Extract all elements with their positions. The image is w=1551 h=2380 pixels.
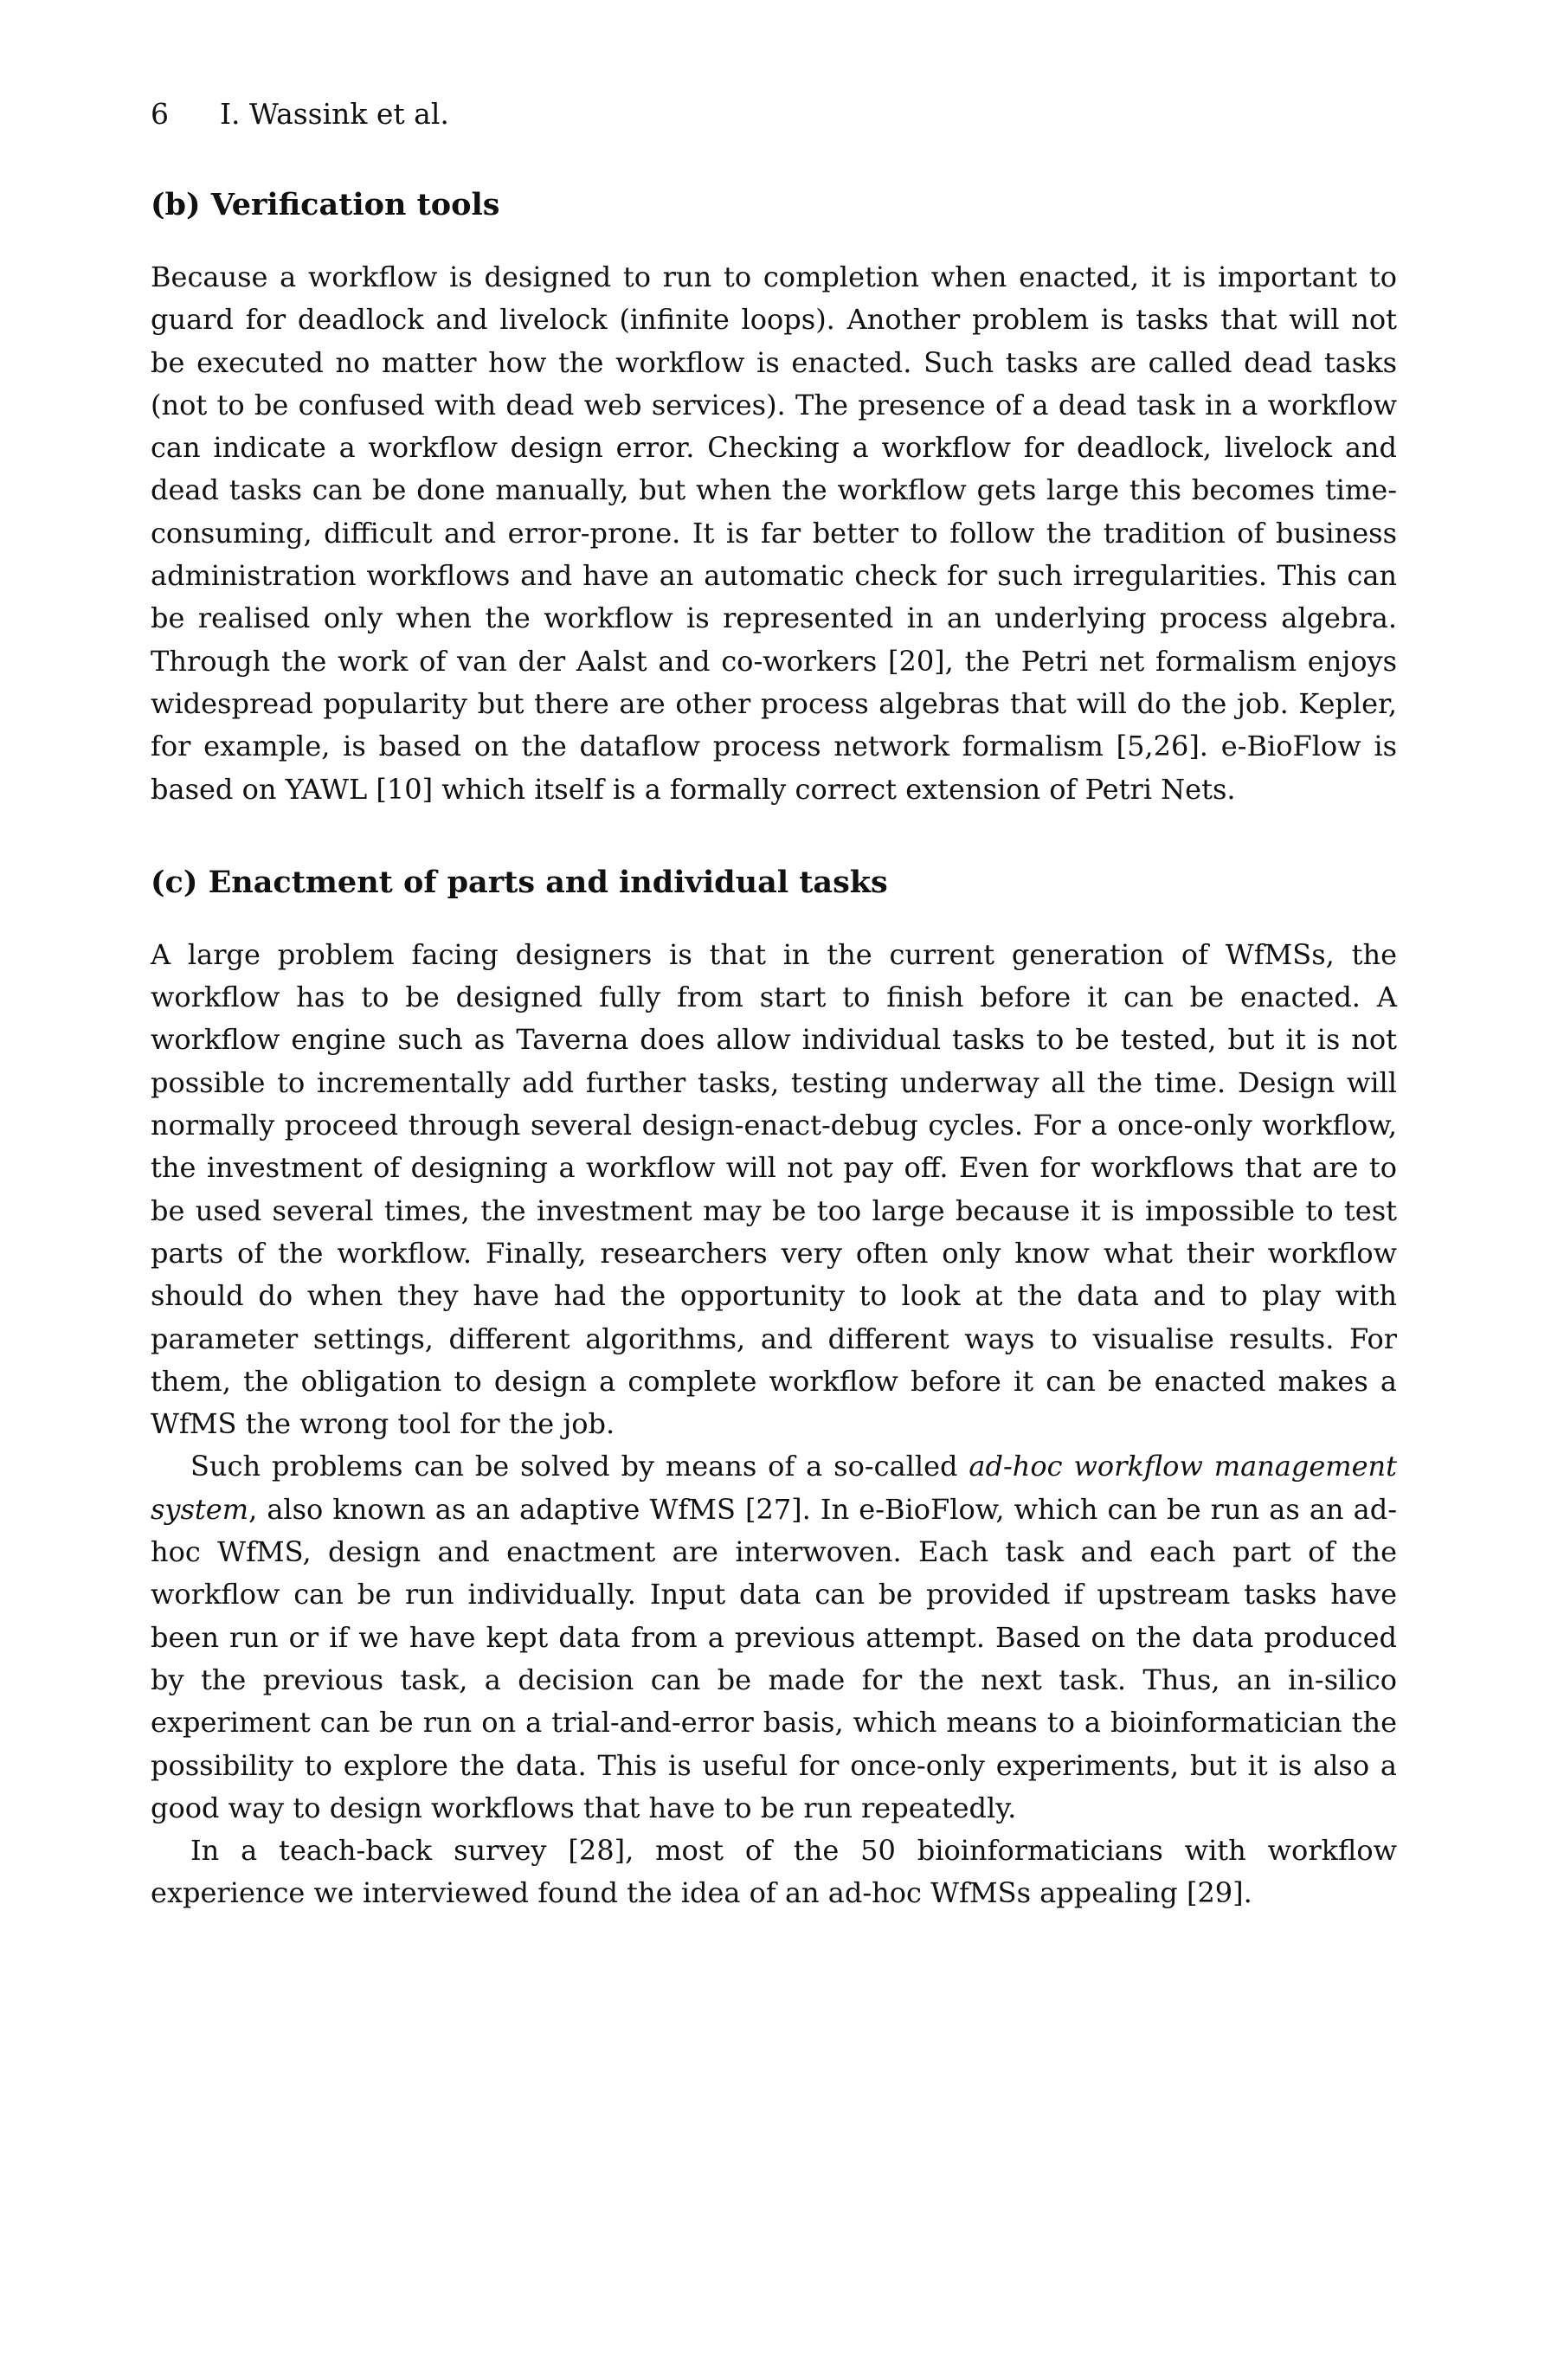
page-number: 6 [151,97,169,131]
section-heading-verification-tools: (b) Verification tools [151,187,500,222]
section-heading-enactment: (c) Enactment of parts and individual tasks [151,864,888,900]
paragraph-enactment-1: A large problem facing designers is that in the current generation of WfMSs, the workflow has to be designed fully from start to finish before it can be enacted. A workflow engine such as Taverna does allow individual tasks to be tested, but it is not possible to incrementally add further tasks, testing underway all the time. Design will normally proceed through several design-enact-debug cycles. For a once-only workflow, the investment of designing a workflow will not pay off. Even for workflows that are to be used several times, the investment may be too large because it is impossible to test parts of the workflow. Finally, researchers very often only know what their workflow should do when they have had the opportunity to look at the data and to play with parameter settings, different algorithms, and different ways to visualise results. For them, the obligation to design a complete workflow before it can be enacted makes a WfMS the wrong tool for the job. [151,937,1397,1441]
paragraph-enactment-2 [151,1445,1397,1830]
paragraph-verification-tools: Because a workflow is designed to run to completion when enacted, it is important to guard for deadlock and livelock (infinite loops). Another problem is tasks that will not be executed no matter how the workflow is enacted. Such tasks are called dead tasks (not to be confused with dead web services). The presence of a dead task in a workflow can indicate a workflow design error. Checking a workflow for deadlock, livelock and dead tasks can be done manually, but when the workflow gets large this becomes time-consuming, difficult and error-prone. It is far better to follow the tradition of business administration workflows and have an automatic check for such irregularities. This can be realised only when the workflow is represented in an underlying process algebra. Through the work of van der Aalst and co-workers [20], the Petri net formalism enjoys widespread popularity but there are other process algebras that will do the job. Kepler, for example, is based on the dataflow process network formalism [5,26]. e-BioFlow is based on YAWL [10] which itself is a formally correct extension of Petri Nets. [151,261,1397,806]
italic-term: ad-hoc workflow management system [151,1450,1397,1526]
paragraph-enactment-3: In a teach-back survey [28], most of the 50 bioinformaticians with workflow experience we interviewed found the idea of an ad-hoc WfMSs appealing [29]. [151,1834,1397,1910]
running-head [151,95,1397,133]
page-content [151,95,1397,1915]
running-head-authors: I. Wassink et al. [220,97,449,131]
paragraph-text-segment: Such problems can be solved by means of a so-called [190,1450,969,1483]
paragraph-text-segment: , also known as an adaptive WfMS [27]. In e-BioFlow, which can be run as an ad-hoc WfMS, design and enactment are interwoven. Each task and each part of the workflow can be run individually. Input data can be provided if upstream tasks have been run or if we have kept data from a previous attempt. Based on the data produced by the previous task, a decision can be made for the next task. Thus, an in-silico experiment can be run on a trial-and-error basis, which means to a bioinformatician the possibility to explore the data. This is useful for once-only experiments, but it is also a good way to design workflows that have to be run repeatedly. [151,1492,1397,1824]
